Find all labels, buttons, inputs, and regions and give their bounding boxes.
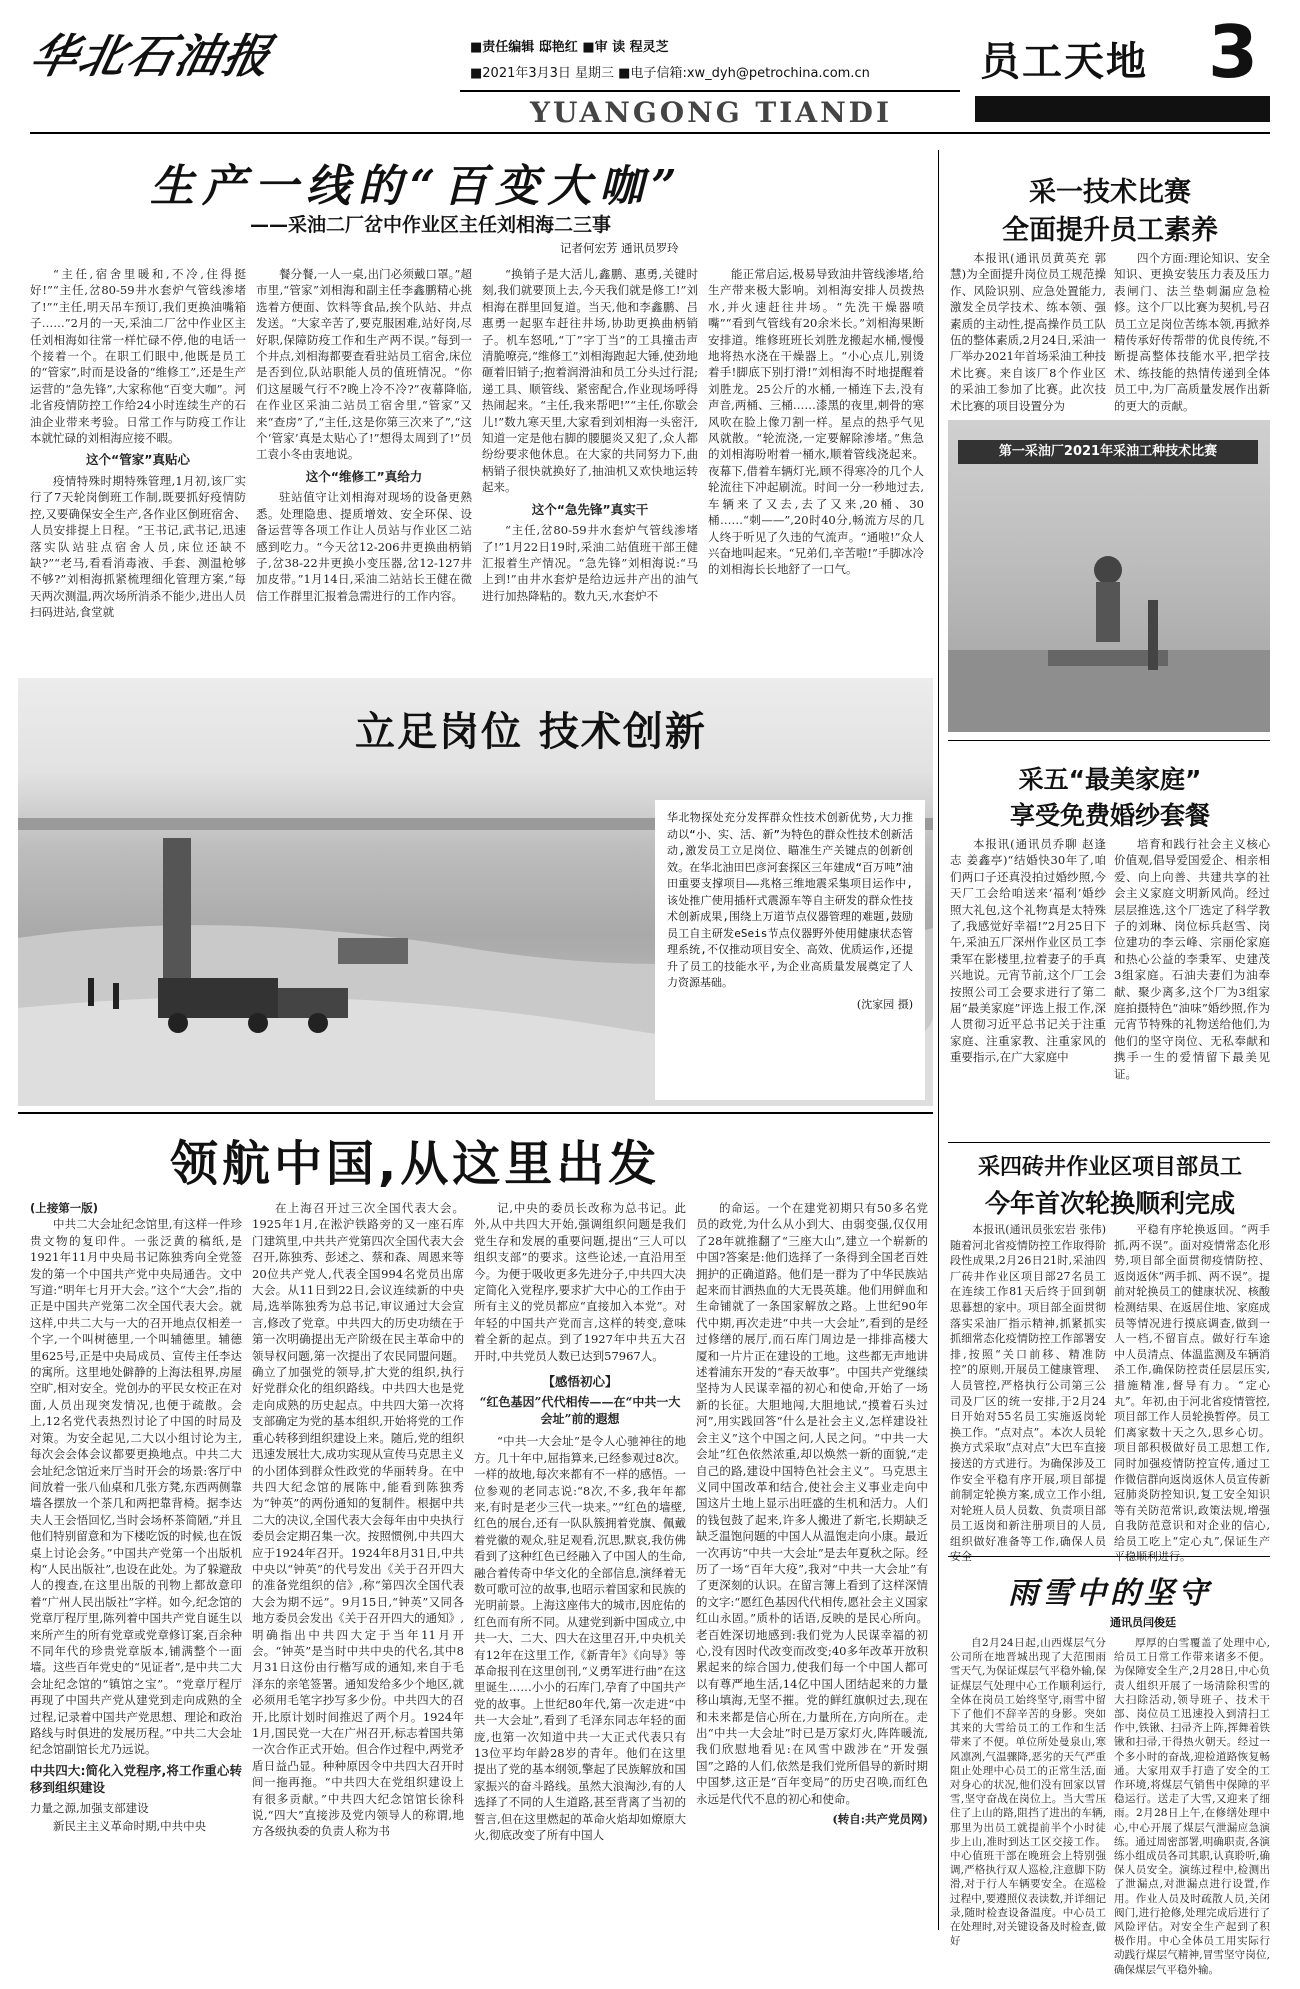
feature-column-4 bbox=[708, 266, 924, 578]
sidebar-article1-title-1: 采一技术比赛 bbox=[1029, 177, 1191, 208]
lead-column-2 bbox=[252, 1200, 464, 1840]
section-divider bbox=[18, 1112, 933, 1114]
lead-text: 的命运。一个在建党初期只有50多名党员的政党,为什么从小到大、由弱变强,仅仅用了28年就推翻了“三座大山”,建立一个崭新的中国?答案是:他们选择了一条得到全国老百姓拥护的正确道路。他们是一群为了中华民族站起来而甘洒热血的大无畏英雄。他们用鲜血和生命铺就了一条国家解放之路。上世纪90年代中期,再次走进“中共一大会址”,看到的是经过修缮的展厅,而石库门周边是一排排高楼大厦和一片片正在建设的工地。这些都无声地讲述着浦东开发的“春天故事”。中国共产党继续坚持为人民谋幸福的初心和使命,开始了一场新的长征。大胆地闯,大胆地试,“摸着石头过河”,用实践回答“什么是社会主义,怎样建设社会主义”这个中国之问,人民之问。“中共一大会址”红色依然浓重,却以焕然一新的面貌,“走自己的路,建设中国特色社会主义”。马克思主义同中国改革和结合,使社会主义事业走向中国这片土地上显示出旺盛的生机和活力。人们的钱包鼓了起来,许多人搬进了新宅,长期缺乏缺乏温饱问题的中国人从温饱走向小康。最近一次再访“中共一大会址”是去年夏秋之际。经历了一场“百年大疫”,我对“中共一大会址”有了更深刻的认识。在留言簿上看到了这样深情的文字:“愿红色基因代代相传,愿社会主义国家红山永固。”质朴的话语,反映的是民心所向。老百姓深切地感到:我们党为人民谋幸福的初心,没有因时代改变而改变;40多年改革开放积累起来的综合国力,使我们每一个中国人都可以有尊严地生活,14亿中国人团结起来的力量移山填海,无坚不摧。党的鲜红旗帜过去,现在和未来都是信心所在,力量所在,方向所在。走出“中共一大会址”时已是万家灯火,阵阵暖流,我们欣慰地看见:在风雪中跋涉在“开发强国”之路的人们,依然是我们党所倡导的新时期中国梦,这正是“百年变局”的历史召唤,而红色永远是代代不息的初心和使命。 bbox=[696, 1201, 928, 1806]
sidebar-text: 本报讯(通讯员张宏岩 张伟)随着河北省疫情防控工作取得阶段性成果,2月26日21时,采油四厂砖井作业区项目部27名员工在连续工作81天后终于回到朝思暮想的家中。项目部全面贯彻落实采油厂指示精神,抓紧抓实抓细常态化疫情防控工作部署安排,按照“关口前移、精准防控”的原则,开展员工健康管理、人员管控,严格执行公司第三公司及厂区的统一安排,于2月24日开始对55名员工实施返岗轮换工作。“点对点”。本次人员轮换方式采取“点对点”大巴车直接接送的方式进行。为确保涉及工作安全平稳有序开展,项目部提前制定轮换方案,成立工作小组,对轮班人员人员数、负责项目部员工返岗和新注册项目的人员,组织做好准备等工作,确保人员 bbox=[950, 1223, 1106, 1548]
lead-text: 新民主主义革命时期,中共中央 bbox=[53, 1819, 207, 1834]
lead-column-4 bbox=[696, 1200, 928, 1827]
lead-text: 记,中央的委员长改称为总书记。此外,从中共四大开始,强调组织问题是我们党生存和发展的重要问题,提出“三人可以组织支部”的要求。这些论述,一直沿用至今。为便于吸收更多先进分子,中共四大决定简化入党程序,要求扩大中心的工作由于所有主义的党员都应“直接加入本党”。对年轻的中国共产党而言,这样的转变,意味着全新的起点。到了1927年中共五大召开时,中共党员人数已达到57967人。 bbox=[474, 1201, 686, 1363]
lead-text: “中共一大会址”是令人心驰神往的地方。几十年中,屈指算来,已经参观过8次。一样的故地,每次来都有不一样的感悟。一位参观的老同志说:“8次,不多,我年年都来,有时是老少三代一块来。”“红色的墙壁,红色的展台,还有一队队簇拥着党旗、佩戴着党徽的观众,驻足观看,沉思,默哀,我仿佛看到了这种红色已经融入了中国人的生命,融合着传奇中华文化的全部信息,演绎着无数可歌可泣的故事,也昭示着国家和民族的光明前景。上海这座伟大的城市,因庇佑的红色而有所不同。从建党到新中国成立,中共一大、二大、四大在这里召开,中央机关有12年在这里工作,《新青年》《向导》等革命报刊在这里创刊,“义勇军进行曲”在这里诞生……小小的石库门,孕育了中国共产党的故事。上世纪80年代,第一次走进“中共一大会址”,看到了毛泽东同志年轻的面庞,也第一次知道中共一大正式代表只有13位平均年龄28岁的青年。他们在这里提出了党的基本纲领,擎起了民族解放和国家振兴的奋斗路线。虽然大浪淘沙,有的人选择了不同的人生道路,甚至背离了当初的誓言,但在这里燃起的革命火焰却如燎原大火,彻底改变了所有中国人 bbox=[474, 1434, 686, 1843]
masthead-bar bbox=[975, 96, 1270, 122]
feature-byline: 记者何宏芳 通讯员罗玲 bbox=[560, 241, 679, 255]
feature-subheading-3: 这个“急先锋”真实干 bbox=[531, 501, 649, 517]
section-title: 员工天地 bbox=[980, 39, 1148, 85]
sidebar-article4-column-2 bbox=[1114, 1636, 1270, 1977]
sidebar-text: 培育和践行社会主义核心价值观,倡导爱国爱企、相亲相爱、向上向善、共建共享的社会主义家庭文明新风尚。经过层层推选,这个厂选定了科学教子的刘琳、岗位标兵赵雪、岗位建功的李云峰、宗丽伦家庭和热心公益的李秉军、史建茂3组家庭。石油夫妻们为油奉献、聚少离多,这个厂为3组家庭拍摄特色“油味”婚纱照,作为元宵节特殊的礼物送给他们,为他们的坚守岗位、无私奉献和携手一生的爱情留下最美见证。 bbox=[1114, 837, 1270, 1081]
lead-text: 在上海召开过三次全国代表大会。1925年1月,在淞沪铁路旁的又一座石库门建筑里,中共共产党第四次全国代表大会召开,陈独秀、彭述之、蔡和森、周恩来等20位共产党人,代表全国994名党员出席大会。从11日到22日,会议连续新的中央局,选举陈独秀为总书记,审议通过大会宣言,修改了党章。中共四大的历史功绩在于第一次明确提出无产阶级在民主革命中的领导权问题,第一次提出了农民同盟问题。确立了加强党的领导,扩大党的组织,执行好党群众化的组织路线。中共四大也是党走向成熟的历史起点。中共四大第一次将支部确定为党的基本组织,开始将党的工作重心转移到组织建设上来。随后,党的组织迅速发展壮大,成功实现从宣传马克思主义的小团体到群众性政党的华丽转身。在中共四大纪念馆的展陈中,能看到陈独秀为“钟英”的两份通知的复制件。根据中共二大的决议,全国代表大会每年由中央执行委员会定期召集一次。按照惯例,中共四大应于1924年召开。1924年8月31日,中共中央以“钟英”的代号发出《关于召开四大的准备党组织的信》,称“第四次全国代表大会为期不远”。9月15日,“钟英”又同各地方委员会发出《关于召开四大的通知》,明确指出中共四大定于当年11月开会。“钟英”是当时中共中央的代名,其中8月31日这份由行楷写成的通知,来自于毛泽东的亲笔签署。通知发给多少个地区,就必须用毛笔字抄写多少份。中共四大的召开,比原计划时间推迟了两个月。1924年1月,国民党一大在广州召开,标志着国共第一次合作正式开始。但合作过程中,两党矛盾日益凸显。种种原因令中共四大召开时间一拖再拖。“中共四大在党组织建设上有很多贡献。”中共四大纪念馆馆长徐科说,“四大”直接涉及党内领导人的称谓,地方各级执委的负责人称为书 bbox=[252, 1201, 464, 1839]
sidebar-article4-column-1 bbox=[950, 1636, 1106, 1948]
sidebar-article3-column-2 bbox=[1114, 1222, 1270, 1565]
photo-caption: 华北物探处充分发挥群众性技术创新优势,大力推动以“小、实、活、新”为特色的群众性技术创新活动,激发员工立足岗位、瞄准生产关键点的创新创效。在华北油田巴彦河套探区三年建成“百万吨”油田重要支撑项目——兆格三维地震采集项目运作中,该处推广使用插杆式震源车等自主研发的群众性技术创新成果,围绕上万道节点仪器管理的难题,鼓励员工自主研发eSeis节点仪器野外使用健康状态管理系统,不仅推动项目安全、高效、优质运作,还提升了员工的技能水平,为企业高质量发展奠定了人力资源基础。 bbox=[667, 811, 913, 989]
feature-text: “主任,岔80-59井水套炉气管线渗堵了!”1月22日19时,采油二站值班干部王健汇报着生产情况。“急先锋”刘相海说:“马上到!”由井水套炉是给边远井产出的油气进行加热降粘的。数九天,水套炉不 bbox=[482, 523, 698, 603]
feature-title: 生产一线的“百变大咖” bbox=[150, 161, 685, 212]
sidebar-divider-2 bbox=[948, 1142, 1270, 1143]
sidebar-article1-column-1 bbox=[950, 250, 1106, 414]
sidebar-text: 平稳有序轮换返回。“两手抓,两不误”。面对疫情常态化形势,项目部全面贯彻疫情防控、返岗返休“两手抓、两不误”。提前对轮换员工的健康状况、核酸检测结果、在返居住地、家庭成员等情况进行摸底调查,做到一人一档,不留盲点。做好行车途中人员清点、体温监测及车辆消杀工作,确保防控责任层层压实,措施精准,督导有力。“定心丸”。年初,由于河北省疫情管控,项目部工作人员轮换暂停。员工们离家数十天之久,思乡心切。项目部积极做好员工思想工作,同时加强疫情防控宣传,通过工作微信群向返岗返休人员宣传新冠肺炎防控知识,复工安全知识等有关防范常识,政策法规,增强自我防范意识和对企业的信心,给员工吃上“定心丸”,保证生产 bbox=[1114, 1223, 1270, 1548]
masthead-logo: 华北石油报 bbox=[25, 29, 278, 83]
feature-column-3 bbox=[482, 266, 698, 604]
feature-text: 餐分餐,一人一桌,出门必须戴口罩。”超市里,“管家”刘相海和副主任李鑫鹏精心挑选着方便面、饮料等食品,挨个队站、井点发送。“大家辛苦了,要克服困难,站好岗,尽好职,保障防疫工作和生产两不误。”每到一个井点,刘相海都要查看驻站员工宿舍,床位是否到位,队站职能人员的值班情况。“你们这屋暖气行不?晚上冷不冷?”夜幕降临,在作业区采油二站员工宿舍里,“管家”又来“查房”了,“主任,这是你第三次来了”,“这个‘管家’真是太贴心了!”想得太周到了!”员工袁小冬由衷地说。 bbox=[256, 267, 472, 462]
lead-text: 中共二大会址纪念馆里,有这样一件珍贵文物的复印件。一张泛黄的稿纸,是1921年11月中央局书记陈独秀向全党签发的第一个中国共产党中央局通告。文中写道:“明年七月开大会。”这个“大会”,指的正是中国共产党第二次全国代表大会。就这样,中共二大与一大的召开地点仅相差一个字,一个叫树德里,一个叫辅德里。辅德里625号,正是中央局成员、宣传主任李达的寓所。这里地处僻静的上海法租界,房屋空旷,相对安全。党创办的平民女校正在对面,人员出现突发情况,也便于疏散。会上,12名党代表热烈讨论了中国的时局及对策。为安全起见,二大以小组讨论为主,每次会会体会议都要更换地点。中共二大会址纪念馆近来厅当时开会的场景:客厅中间放着一张八仙桌和几张方凳,东西两侧靠墙各摆放一个茶几和两把靠背椅。据李达夫人王会悟回忆,当时会场杯茶简陋,“并且他们特别留意和为下楼吃饭的时候,也在饭桌上讨论会务。”中国共产党第一个出版机构“人民出版社”,也设在此处。为了躲避敌人的搜查,在这里出版的刊物上都故意印着“广州人民出版社”字样。如今,纪念馆的党章厅程厅里,陈列着中国共产党自诞生以来所产生的所有党章或党章修订案,百余种不同年代的珍贵党章版本,铺满整个一面墙。这些百年党史的“见证者”,是中共二大会址纪念馆的“镇馆之宝”。“党章厅程厅再现了中国共产党从建党到走向成熟的全过程,记录着中国共产党思想、理论和政治路线与时俱进的发展历程。”中共二大会址纪念馆副馆长尤乃远说。 bbox=[30, 1217, 242, 1757]
competition-banner: 第一采油厂2021年采油工种技术比赛 bbox=[958, 440, 1258, 464]
sidebar-article3-title-1: 采四砖井作业区项目部员工 bbox=[977, 1155, 1242, 1180]
lead-intro-tag: (上接第一版) bbox=[30, 1201, 99, 1215]
sidebar-article2-title-2: 享受免费婚纱套餐 bbox=[1009, 801, 1210, 830]
page-number: 3 bbox=[1208, 10, 1259, 94]
competition-photo bbox=[948, 420, 1270, 732]
lead-subheading-2: 力量之源,加强支部建设 bbox=[30, 1800, 149, 1815]
sidebar-article3-column-1 bbox=[950, 1222, 1106, 1565]
sidebar-article2-title-1: 采五“最美家庭” bbox=[1018, 765, 1202, 794]
sidebar-article2-column-2 bbox=[1114, 836, 1270, 1082]
feature-subheading-1: 这个“管家”真贴心 bbox=[86, 452, 190, 468]
sidebar-divider-1 bbox=[948, 740, 1270, 741]
sidebar-text: 四个方面:理论知识、安全知识、更换安装压力表及压力表闸门、法兰垫刺漏应急检修。这个厂以比赛为契机,号召员工立足岗位苦练本领,再掀养精传承好传帮带的优良传统,不断提高整体技能水平,把学技术、练技能的热情传递到全体员工中,为厂高质量发展作出新的更大的贡献。 bbox=[1114, 251, 1270, 413]
feature-subtitle: ——采油二厂岔中作业区主任刘相海二三事 bbox=[250, 214, 612, 236]
sidebar-article1-column-2 bbox=[1114, 250, 1270, 414]
feature-column-2 bbox=[256, 266, 472, 604]
sidebar-text: 厚厚的白雪覆盖了处理中心,给员工日常工作带来诸多不便。为保障安全生产,2月28日,中心负责人组织开展了一场清除积雪的大扫除活动,领导班子、技术干部、岗位员工迅速投入到清扫工作中,铁锹、扫帚齐上阵,挥舞着铁锹和扫帚,干得热火朝天。经过一个多小时的奋战,迎检道路恢复畅通。大家用双手打造了安全的工作环境,将煤层气销售中保障的平稳运行。送走了大雪,又迎来了细雨。2月28日上午,在修缮处理中心,中心开展了煤层气泄漏应急演练。通过周密部署,明确职责,各演练小组成员各司其职,认真聆听,确保人员安全。演练过程中,检测出了泄漏点,对泄漏点进行设置,作用。作业人员及时疏散人员,关闭阀门,进行抢修,处理完成后进行了风险评估。对安全生产起到了积极作用。中心全体员工用实际行动践行煤层气精神,冒雪坚守岗位,确保煤层气平稳外输。 bbox=[1114, 1637, 1270, 1976]
feature-text: 驻站值守让刘相海对现场的设备更熟悉。处理隐患、提质增效、安全环保、设备运营等各项工作让人员站与作业区二站感到吃力。“今天岔12-206井更换曲柄销子,岔38-22井更换小变压器,岔12-127井加皮带。”1月14日,采油二站站长王健在微信工作群里汇报着急需进行的工作内容。 bbox=[256, 490, 472, 603]
sidebar-text: 本报讯(通讯员黄英充 郭慧)为全面提升岗位员工规范操作、风险识别、应急处置能力,激发全员学技术、练本领、强素质的主动性,提高操作员工队伍的整体素质,2月24日,采油一厂举办2021年首场采油工种技术比赛。来自该厂8个作业区的采油工参加了比赛。此次技术比赛的项目设置分为 bbox=[950, 251, 1106, 413]
masthead-divider-top bbox=[460, 90, 960, 92]
feature-text: “换销子是大活儿,鑫鹏、惠勇,关键时刻,我们就要顶上去,今天我们就是修工!”刘相海在群里回复道。当天,他和李鑫鹏、吕惠勇一起驱车赶往井场,协助更换曲柄销子。机车怒吼,“丁”字丁当”的工具撞击声清脆嘹亮,“维修工”刘相海跑起大锤,使劲地砸着旧销子;抱着润滑油和员工分头过行混;递工具、顺管线、紧密配合,作业现场呼得热闹起来。“主任,我来帮吧!”“主任,你歇会儿!”数九寒天里,大家看到刘相海一头密汗,知道一定是他右脚的腰腿炎又犯了,众人都纷纷要求他休息。在大家的共同努力下,曲柄销子很快就换好了,抽油机又欢快地运转起来。 bbox=[482, 267, 698, 495]
photo-caption-box bbox=[655, 800, 925, 1100]
masthead-divider-left bbox=[30, 132, 1270, 134]
feature-subheading-2: 这个“维修工”真给力 bbox=[305, 468, 423, 484]
lead-column-1 bbox=[30, 1200, 242, 1835]
sidebar-article2-column-1 bbox=[950, 836, 1106, 1066]
masthead-date-line: ■2021年3月3日 星期三 ■电子信箱:xw_dyh@petrochina.com.cn bbox=[470, 66, 870, 81]
feature-text: 疫情特殊时期特殊管理,1月初,该厂实行了7天轮岗倒班工作制,既要抓好疫情防控,又要确保安全生产,各作业区倒班宿舍、人员安排提上日程。“王书记,武书记,迅速落实队站驻点宿舍人员,床位还缺不缺?”“老马,看看消毒液、手套、测温枪够不够?”刘相海抓紧梳理细化管理方案,“每天两次测温,两次场所消杀不能少,进出人员扫码进站,食堂就 bbox=[30, 473, 246, 620]
lead-column-3 bbox=[474, 1200, 686, 1843]
sidebar-article1-title-2: 全面提升员工素养 bbox=[1002, 215, 1218, 246]
photo-credit: (沈家园 摄) bbox=[856, 997, 913, 1011]
feature-text: 能正常启运,极易导致油井管线渗堵,给生产带来极大影响。刘相海安排人员拨热水,并火速赶往井场。“先洗干燥器喷嘴”“看到气管线有20余米长。”刘相海果断安排道。维修班班长刘胜龙搬起水桶,慢慢地将热水浇在干燥器上。“小心点儿,别烫着手!脚底下别打滑!”刘相海不时地提醒着刘胜龙。25公斤的水桶,一桶连下去,没有声音,两桶、三桶……漆黑的夜里,刺骨的寒风吹在脸上像刀割一样。星点的热乎气见风就散。“轮流浇,一定要解除渗堵。”焦急的刘相海吩咐着一桶水,顺着管线浇起来。夜幕下,借着车辆灯光,顾不得寒冷的几个人轮流往下冲起刷流。时间一分一秒地过去,车辆来了又去,去了又来,20桶、30桶……“刺——”,20时40分,畅流方尽的几人终于听见了久违的气流声。“通啦!”众人兴奋地叫起来。“兄弟们,辛苦啦!”手脚冰冷的刘相海长长地舒了一口气。 bbox=[708, 267, 924, 577]
section-pinyin: YUANGONG TIANDI bbox=[530, 96, 893, 129]
competition-illustration bbox=[948, 420, 1270, 732]
lead-column-heading: 【感悟初心】 bbox=[542, 1374, 618, 1390]
sidebar-text: 本报讯(通讯员乔聊 赵逢志 姜鑫亭)“结婚快30年了,咱们两口子还真没拍过婚纱照,今天厂工会给咱送来‘福利’婚纱照大礼包,这个礼物真是太特殊了,我感觉好幸福!”2月25日下午,采油五厂深州作业区员工李秉军在影楼里,拉着妻子的手真兴地说。元宵节前,这个厂工会按照公司工会要求进行了第二届“最美家庭”评选上报工作,深人贯彻习近平总书记关于注重家庭、注重家教、注重家风的重要指示,在广大家庭中 bbox=[950, 837, 1106, 1065]
lead-column-subtitle: “红色基因”代代相传——在“中共一大会址”前的遐想 bbox=[479, 1395, 681, 1426]
feature-text: “主任,宿舍里暖和,不冷,住得挺好!”“主任,岔80-59井水套炉气管线渗堵了!”“主任,明天吊车预订,我们更换油嘴箱子……”2月的一天,采油二厂岔中作业区主任刘相海如往常一样忙碌不停,他的电话一个接着一个。在职工们眼中,他既是员工的“管家”,时而是设备的“维修工”,还是生产运营的“急先锋”,大家称他“百变大咖”。河北省疫情防控工作给24小时连续生产的石油企业带来考验。日常工作与防疫工作让本就忙碌的刘相海应接不暇。 bbox=[30, 267, 246, 446]
sidebar-article4-title: 雨雪中的坚守 bbox=[1008, 1576, 1212, 1611]
sidebar-article3-title-2: 今年首次轮换顺利完成 bbox=[984, 1189, 1235, 1218]
lead-source: (转自:共产党员网) bbox=[832, 1812, 928, 1827]
sidebar-article4-byline: 通讯员闫俊廷 bbox=[1110, 1616, 1176, 1629]
sidebar-text: 自2月24日起,山西煤层气分公司所在地晋城出现了大范围雨雪天气,为保证煤层气平稳外输,保证煤层气处理中心工作顺利运行,全体在岗员工始终坚守,雨雪中留下了他们不辞辛苦的身影。突如其来的大雪给员工的工作和生活带来了不便。单位所处曼泉山,寒风凛冽,气温骤降,恶劣的天气严重阻止处理中心员工的正常生活,面对身心的状况,他们没有回家以冒雪,坚守奋战在岗位上。当大雪压住了上山的路,阻挡了进出的车辆,那里为出员工就提前半个小时徒步上山,准时到达工区交接工作。中心值班干部在晚班会上特别强调,严格执行双人巡检,注意脚下防滑,对于行人车辆要安全。在巡检过程中,要遵照仪表读数,并详细记录,随时检查设备温度。中心员工在处理时,对关键设备及时检查,做好 bbox=[950, 1637, 1106, 1948]
lead-article-title: 领航中国,从这里出发 bbox=[170, 1136, 661, 1192]
photo-section-title: 立足岗位 技术创新 bbox=[355, 709, 707, 755]
masthead-editor-line: ■责任编辑 邸艳红 ■审 读 程灵芝 bbox=[470, 40, 669, 55]
sidebar-divider-3 bbox=[948, 1556, 1270, 1557]
lead-subheading: 中共四大:简化入党程序,将工作重心转移到组织建设 bbox=[30, 1762, 242, 1795]
column-divider bbox=[938, 150, 939, 1930]
feature-column-1 bbox=[30, 266, 246, 621]
